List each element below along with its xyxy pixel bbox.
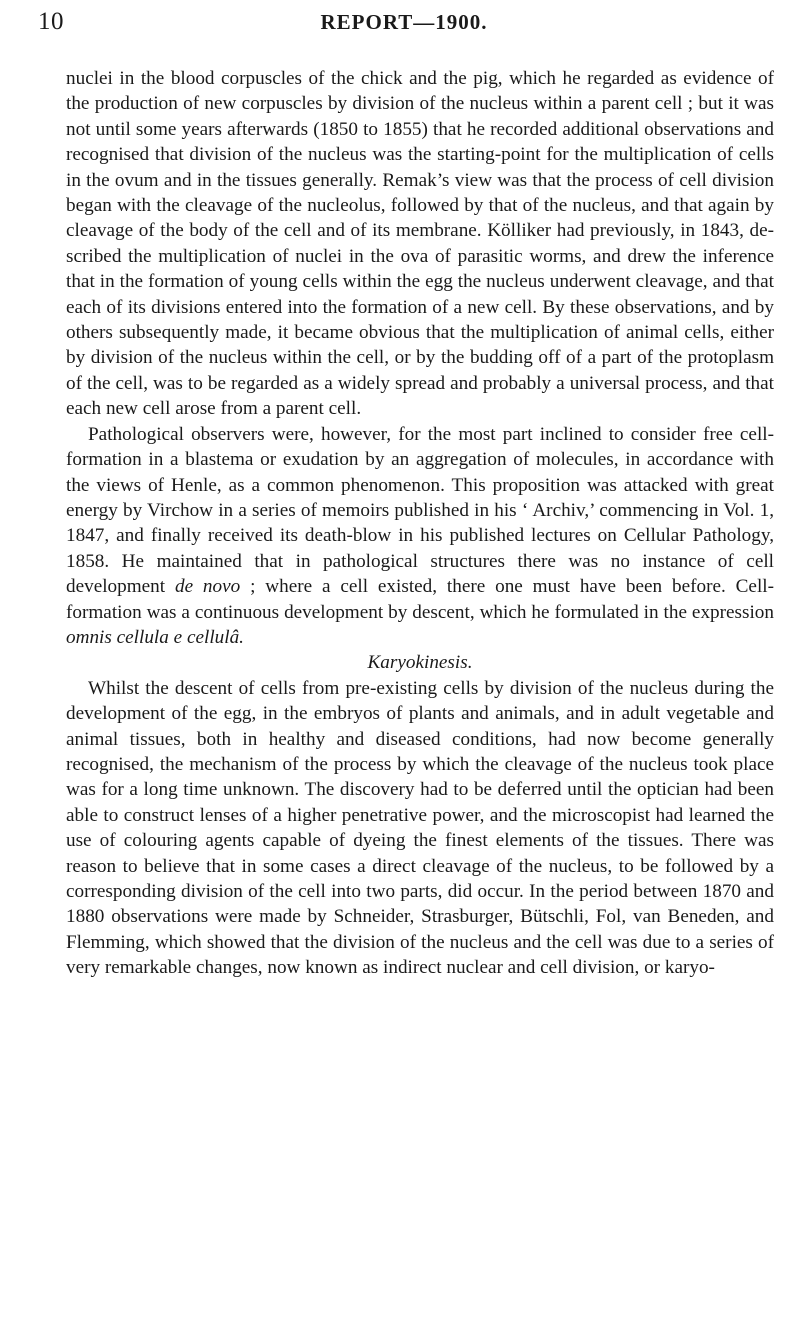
header-title: REPORT—1900. bbox=[320, 10, 488, 34]
paragraph-2 bbox=[66, 422, 774, 651]
italic-omnis-cellula: omnis cellula e cellulâ. bbox=[66, 626, 244, 648]
paragraph-1: nuclei in the blood corpuscles of the chick and the pig, which he regarded as evidence of the production of new corpuscles by division of the nucleus within a parent cell ; but it was not until some years afterwards (1850 to 1855) that he recorded additional observations and recognised that division of the nucleus was the starting-point for the multiplication of cells in the ovum and in the tissues generally. Remak’s view was that the process of cell division began with the cleavage of the nucleolus, followed by that of the nucleus, and that again by cleavage of the body of the cell and of its membrane. Kölliker had previously, in 1843, described the multiplication of nuclei in the ova of parasitic worms, and drew the inference that in the formation of young cells within the egg the nucleus underwent cleavage, and that each of its divisions entered into the formation of a new cell. By these observations, and by others subsequently made, it became obvious that the multiplication of animal cells, either by division of the nucleus within the cell, or by the budding off of a part of the protoplasm of the cell, was to be regarded as a widely spread and probably a universal process, and that each new cell arose from a parent cell. bbox=[66, 68, 774, 420]
section-heading-karyokinesis: Karyokinesis. bbox=[367, 652, 473, 674]
page-number: 10 bbox=[38, 8, 64, 35]
italic-de-novo: de novo bbox=[174, 576, 241, 598]
body-text bbox=[66, 66, 774, 981]
paragraph-2-text-a: Pathological observers were, however, for the most part inclined to consider free cell-formation in a blastema or exudation by an aggregation of molecules, in accordance with the views of Henle, as a common phenomenon. This proposition was attacked with great energy by Virchow in a series of memoirs published in his ‘ Archiv,’ commencing in Vol. 1, 1847, and finally received its death-blow in his published lectures on Cellular Pathology, 1858. He maintained that in pathological structures there was no instance of cell development bbox=[66, 423, 774, 598]
running-head bbox=[38, 8, 770, 42]
paragraph-3: Whilst the descent of cells from pre-existing cells by division of the nucleus during the development of the egg, in the embryos of plants and animals, and in adult vegetable and animal tissues, both in healthy and diseased conditions, had now become generally recognised, the mechanism of the process by which the cleavage of the nucleus took place was for a long time unknown. The discovery had to be deferred until the optician had been able to construct lenses of a higher penetrative power, and the microscopist had learned the use of colouring agents capable of dyeing the finest elements of the tissues. There was reason to believe that in some cases a direct cleavage of the nucleus, to be followed by a corresponding division of the cell into two parts, did occur. In the period between 1870 and 1880 observations were made by Schneider, Strasburger, Bütschli, Fol, van Beneden, and Flemming, which showed that the division of the nucleus and the cell was due to a series of very remarkable changes, now known as indirect nuclear and cell division, or karyo- bbox=[66, 677, 774, 979]
paragraph-2-text-b: ; where a cell existed, there one must have been before. Cell-formation was a continuous development by descent, which he formulated in the expression bbox=[66, 576, 774, 623]
